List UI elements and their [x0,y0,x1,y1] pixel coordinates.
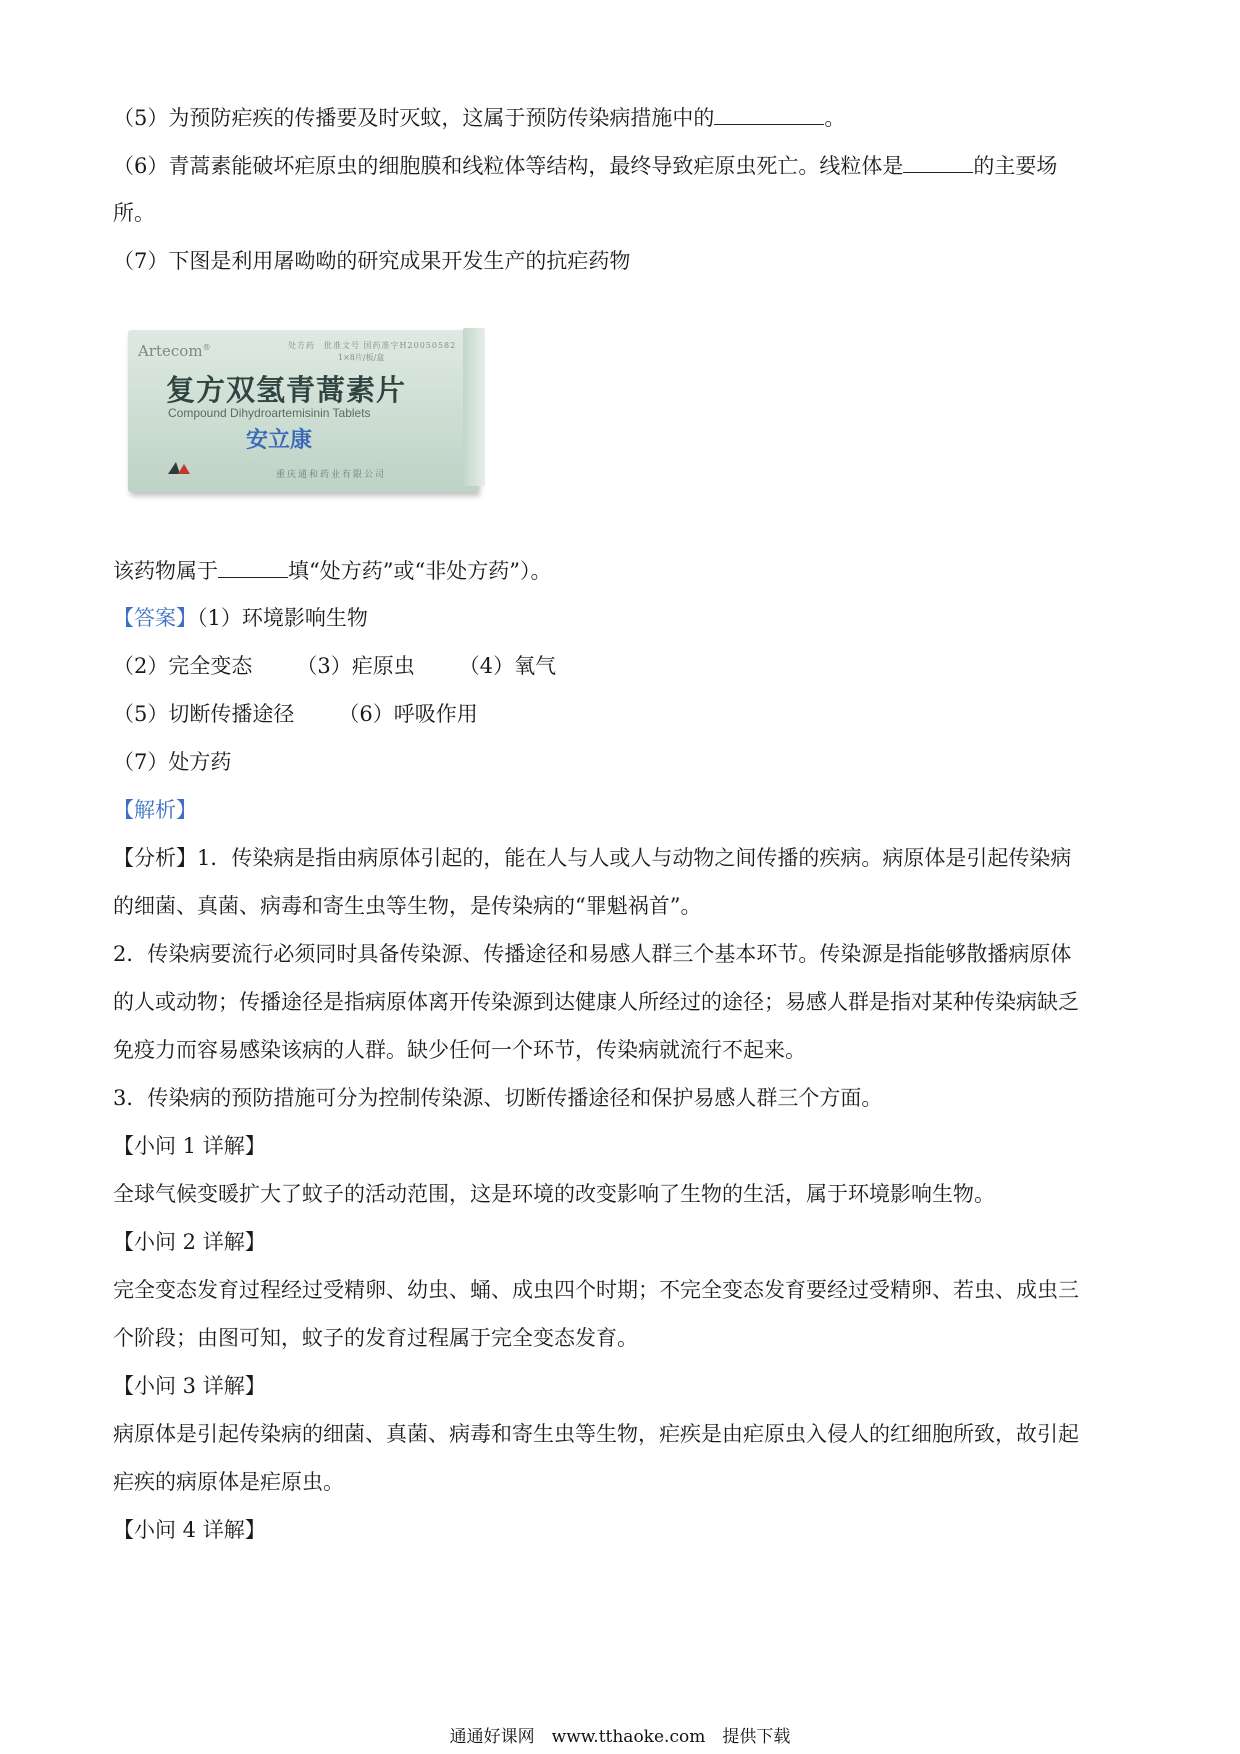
answer-blank-6[interactable] [903,150,973,173]
answer-blank-7[interactable] [218,555,288,578]
manufacturer-logo-icon [168,460,190,474]
page-footer: 通通好课网 www.tthaoke.com 提供下载 [449,1727,791,1747]
medicine-chinese-name: 复方双氢青蒿素片 [166,373,407,407]
analysis-line: 个阶段；由图可知，蚊子的发育过程属于完全变态发育。 [113,1326,638,1350]
analysis-line: 的人或动物；传播途径是指病原体离开传染源到达健康人所经过的途径；易感人群是指对某种传染病缺乏 [113,990,1079,1014]
question-5: （5）为预防疟疾的传播要及时灭蚊，这属于预防传染病措施中的 。 [113,102,1133,133]
sub-question-heading: 【小问 2 详解】 [113,1230,266,1254]
medicine-trade-name: 安立康 [246,428,313,453]
answer-tag: 【答案】 [113,606,197,630]
package-spec: 1×8片/板/盒 [338,353,385,362]
analysis-line: 疟疾的病原体是疟原虫。 [113,1470,344,1494]
manufacturer-name: 重庆通和药业有限公司 [276,470,387,480]
analysis-line: 3．传染病的预防措施可分为控制传染源、切断传播途径和保护易感人群三个方面。 [113,1086,883,1110]
answer-line-1: 【答案】（1）环境影响生物 [113,606,368,630]
question-7-fill: 该药物属于 填“处方药”或“非处方药”）。 [113,555,1133,586]
analysis-line: 2．传染病要流行必须同时具备传染源、传播途径和易感人群三个基本环节。传染源是指能够散播病原体 [113,942,1072,966]
sub-question-heading: 【小问 3 详解】 [113,1374,266,1398]
analysis-line: 的细菌、真菌、病毒和寄生虫等生物，是传染病的“罪魁祸首”。 [113,894,702,918]
answer-blank-5[interactable] [714,102,824,125]
brand-logo-text: Artecom® [138,342,211,360]
analysis-line: 完全变态发育过程经过受精卵、幼虫、蛹、成虫四个时期；不完全变态发育要经过受精卵、若虫、成虫三 [113,1278,1079,1302]
medicine-english-name: Compound Dihydroartemisinin Tablets [168,406,371,420]
question-6: （6）青蒿素能破坏疟原虫的细胞膜和线粒体等结构，最终导致疟原虫死亡。线粒体是 的主要场 [113,150,1133,181]
question-7: （7）下图是利用屠呦呦的研究成果开发生产的抗疟药物 [113,249,631,273]
sub-question-heading: 【小问 1 详解】 [113,1134,266,1158]
analysis-line: 病原体是引起传染病的细菌、真菌、病毒和寄生虫等生物，疟疾是由疟原虫入侵人的红细胞所致，故引起 [113,1422,1079,1446]
medicine-box-front [128,330,478,492]
medicine-box-side [463,328,485,486]
approval-number: 处方药 批准文号 国药准字H20050582 [288,341,457,350]
question-6-continued: 所。 [113,201,155,225]
analysis-tag: 【解析】 [113,798,197,822]
analysis-line: 全球气候变暖扩大了蚊子的活动范围，这是环境的改变影响了生物的生活，属于环境影响生物。 [113,1182,995,1206]
answer-line-4: （7）处方药 [113,750,232,774]
answer-line-2: （2）完全变态 （3）疟原虫 （4）氧气 [113,654,557,678]
answer-line-3: （5）切断传播途径 （6）呼吸作用 [113,702,478,726]
analysis-line: 免疫力而容易感染该病的人群。缺少任何一个环节，传染病就流行不起来。 [113,1038,806,1062]
sub-question-heading: 【小问 4 详解】 [113,1518,266,1542]
medicine-box-image [128,325,488,505]
analysis-line: 【分析】1．传染病是指由病原体引起的，能在人与人或人与动物之间传播的疾病。病原体是引起传染病 [113,846,1072,870]
